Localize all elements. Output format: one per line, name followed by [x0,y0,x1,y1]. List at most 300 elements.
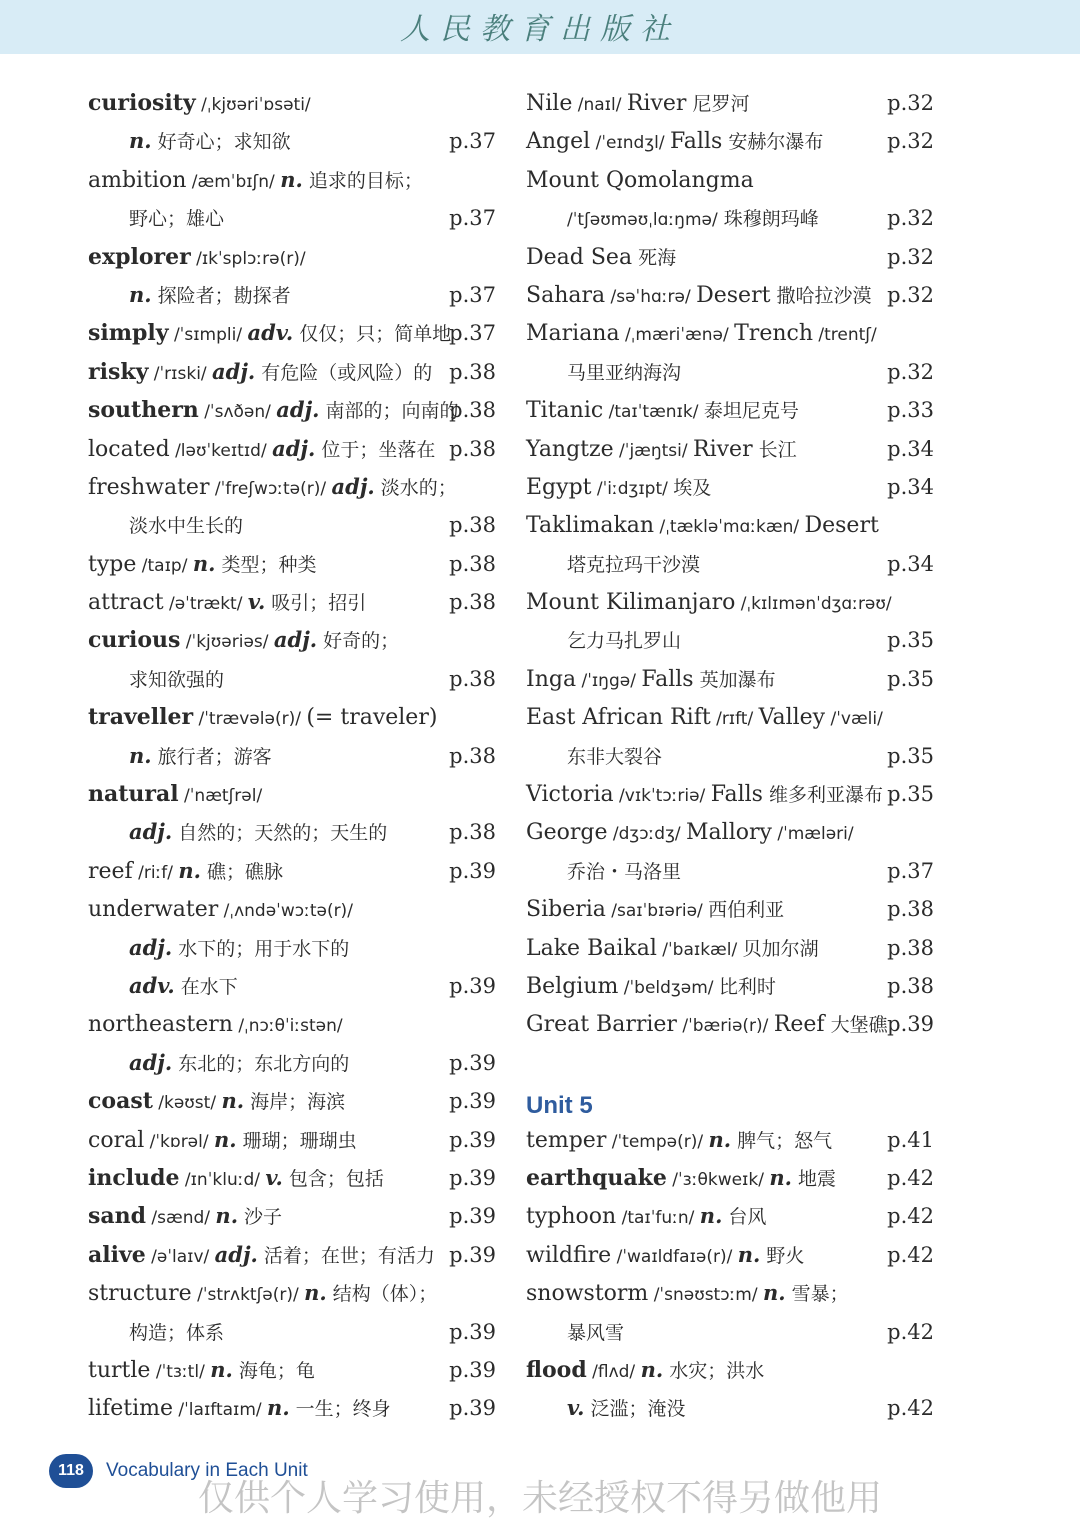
vocab-column-right [526,84,934,1428]
chinese-meaning: 泰坦尼克号 [703,400,799,423]
vocab-entry [526,775,934,813]
entry-text [567,1389,685,1428]
unit-title: Unit 5 [526,1092,593,1120]
phonetic: /riːf/ [132,862,179,883]
part-of-speech: n. [640,1356,664,1382]
entry-text [526,775,883,815]
phonetic: /ˌʌndəˈwɔːtə(r)/ [218,901,353,922]
chinese-meaning: 海龟；龟 [232,1359,315,1382]
chinese-meaning: 有危险（或风险）的 [255,361,433,384]
entry-word: curiosity [88,90,196,116]
chinese-meaning: 脾气；怒气 [731,1129,833,1152]
entry-word: reef [88,858,133,884]
vocab-entry [526,161,934,199]
entry-word: lifetime [88,1396,173,1422]
entry-text [88,161,423,201]
chinese-meaning: 礁；礁脉 [200,860,284,883]
publisher-logo: 人民教育出版社 [400,12,680,47]
part-of-speech: n. [280,166,303,192]
entry-text [129,276,291,315]
unit-heading [526,1082,934,1120]
phonetic: /ˌkjʊəriˈɒsəti/ [195,95,311,115]
entry-word: located [88,436,170,462]
entry-text [88,1082,345,1122]
vocab-entry [88,468,496,506]
entry-text [526,1121,832,1161]
page-reference: p.42 [887,1396,934,1421]
page-reference: p.39 [449,1396,496,1421]
entry-text [88,1389,391,1429]
phonetic: /ˌmæriˈænə/ [619,325,735,346]
phonetic: /ˈiːdʒɪpt/ [591,478,674,499]
phonetic: /ˈrɪski/ [148,363,213,384]
chinese-meaning: 类型；种类 [215,553,317,576]
entry-word: Egypt [526,474,592,500]
entry-text [526,1236,804,1276]
phonetic: /æmˈbɪʃn/ [186,171,281,192]
phonetic: /naɪl/ [572,95,627,115]
entry-text [567,621,681,660]
part-of-speech: n. [699,1203,723,1229]
vocab-entry [88,852,496,890]
page-reference: p.32 [887,359,934,384]
chinese-meaning: 活着；在世；有活力 [257,1244,435,1267]
phonetic: /taɪp/ [136,555,193,576]
vocab-entry-continuation [526,1389,934,1427]
entry-word: Mariana [526,321,620,347]
page-reference: p.38 [887,897,934,922]
phonetic: /ˈsʌðən/ [198,402,277,423]
entry-word: Yangtze [526,436,614,462]
vocab-entry [526,84,934,122]
entry-text [567,1313,624,1352]
chinese-meaning: 好奇心；求知欲 [151,131,291,154]
entry-text [88,84,311,124]
page-reference: p.33 [887,398,934,423]
phonetic: /ˈtempə(r)/ [606,1131,709,1152]
chinese-meaning: 沙子 [238,1206,283,1229]
entry-word: typhoon [526,1204,617,1230]
part-of-speech: n. [192,550,216,576]
page-reference: p.42 [887,1242,934,1267]
page-reference: p.35 [887,628,934,653]
vocab-entry [88,1351,496,1389]
entry-word: Mount Kilimanjaro [526,590,736,616]
entry-word: (= traveler) [306,705,438,731]
page-reference: p.42 [887,1204,934,1229]
entry-text [526,813,854,853]
entry-word: Belgium [526,973,619,999]
page-reference: p.39 [449,1204,496,1229]
entry-text [129,737,272,776]
entry-text [526,468,711,508]
chinese-meaning: 撒哈拉沙漠 [770,284,872,307]
phonetic: /ˈstrʌktʃə(r)/ [191,1285,305,1306]
vocab-entry [88,430,496,468]
entry-text [88,775,262,815]
vocab-entry [88,161,496,199]
chinese-meaning: 暴风雪 [567,1321,625,1344]
vocab-entry [526,1159,934,1197]
vocab-entry [88,238,496,276]
vocab-entry [88,1005,496,1043]
entry-text [129,1313,224,1352]
part-of-speech: adj. [212,358,256,384]
page-reference: p.32 [887,244,934,269]
page-reference: p.38 [449,513,496,538]
vocab-entry-continuation [88,967,496,1005]
vocab-entry-continuation [88,813,496,851]
entry-word: freshwater [88,474,210,500]
part-of-speech: n. [178,857,201,883]
page-reference: p.35 [887,666,934,691]
part-of-speech: n. [304,1280,327,1306]
entry-word: curious [88,627,181,654]
part-of-speech: n. [129,281,152,307]
vocab-entry-continuation [88,1313,496,1351]
entry-word: Sahara [526,282,606,308]
entry-text [526,276,871,316]
chinese-meaning: 位于；坐落在 [315,438,436,461]
entry-word: Inga [526,666,577,692]
vocab-entry [526,660,934,698]
vocab-entry-continuation [88,506,496,544]
entry-word: River [626,91,687,116]
page-reference: p.38 [449,551,496,576]
page-reference: p.37 [449,282,496,307]
part-of-speech: adj. [276,397,320,423]
phonetic: /ˈeɪndʒl/ [590,133,671,154]
entry-text [526,161,754,200]
page-reference: p.38 [449,436,496,461]
vocab-entry [526,506,934,544]
chinese-meaning: 在水下 [174,975,238,998]
vocab-entry-continuation [88,122,496,160]
chinese-meaning: 东非大裂谷 [567,745,663,768]
page-reference: p.32 [887,129,934,154]
vocab-entry [526,1005,934,1043]
entry-text [88,621,399,661]
chinese-meaning: 贝加尔湖 [742,937,819,960]
spacer [526,1044,934,1082]
page-reference: p.32 [887,91,934,115]
entry-word: earthquake [526,1164,667,1191]
phonetic: /əˈtrækt/ [163,594,248,615]
chinese-meaning: 埃及 [673,476,712,499]
vocab-entry [88,1082,496,1120]
chinese-meaning: 死海 [632,246,677,269]
vocab-entry-continuation [88,660,496,698]
entry-text [88,698,437,738]
entry-text [88,430,435,470]
phonetic: /rɪft/ [710,709,759,730]
chinese-meaning: 旅行者；游客 [151,745,272,768]
part-of-speech: adj. [331,473,375,499]
vocab-entry [526,391,934,429]
chinese-meaning: 野火 [760,1244,805,1267]
page-reference: p.37 [449,321,496,346]
entry-word: include [88,1164,180,1191]
entry-text [129,1044,349,1083]
entry-text [526,890,784,930]
entry-word: Reef [773,1012,825,1038]
phonetic: /ˈwaɪldfaɪə(r)/ [611,1246,738,1267]
entry-text [129,506,243,545]
vocab-entry [88,1159,496,1197]
page-reference: p.37 [449,129,496,154]
page-reference: p.35 [887,743,934,768]
chinese-meaning: 构造；体系 [129,1321,225,1344]
entry-word: snowstorm [526,1281,649,1307]
part-of-speech: n. [210,1356,233,1382]
vocab-entry [88,391,496,429]
chinese-meaning: 水灾；洪水 [663,1359,765,1382]
entry-text [526,506,879,546]
chinese-meaning: 南部的；向南的 [319,400,459,423]
entry-text [129,929,349,968]
vocab-entry [526,276,934,314]
vocab-entry [88,314,496,352]
vocab-entry [526,813,934,851]
phonetic: /ˈjæŋtsi/ [613,440,694,461]
chinese-meaning: 英加瀑布 [693,668,776,691]
vocab-entry [88,698,496,736]
page-reference: p.38 [449,820,496,845]
chinese-meaning: 安赫尔瀑布 [722,131,824,154]
vocab-entry [526,583,934,621]
vocab-entry [88,1274,496,1312]
entry-word: Mount Qomolangma [526,167,754,193]
watermark: 仅供个人学习使用，未经授权不得另做他用 [197,1478,882,1519]
entry-text [88,353,432,393]
part-of-speech: adj. [129,1049,173,1075]
chinese-meaning: 海岸；海滨 [244,1091,346,1114]
page-number-badge: 118 [49,1454,93,1488]
vocab-entry-continuation [88,276,496,314]
entry-text [129,813,387,852]
vocab-entry [526,890,934,928]
entry-word: Desert [696,282,771,308]
entry-word: Taklimakan [526,513,655,539]
chinese-meaning: 珠穆朗玛峰 [717,208,819,231]
entry-text [88,545,316,585]
chinese-meaning: 一生；终身 [289,1398,391,1421]
entry-text [526,1197,766,1237]
entry-text [88,1236,435,1276]
page-reference: p.39 [449,858,496,883]
entry-word: wildfire [526,1242,612,1268]
entry-word: type [88,551,137,577]
page-reference: p.39 [449,1319,496,1344]
chinese-meaning: 比利时 [718,975,776,998]
part-of-speech: adv. [129,972,175,998]
chinese-meaning: 马里亚纳海沟 [567,361,682,384]
part-of-speech: v. [567,1395,585,1421]
chinese-meaning: 长江 [752,438,797,461]
part-of-speech: n. [762,1280,786,1306]
phonetic: /ˈmæləri/ [771,824,854,845]
chinese-meaning: 结构（体）； [326,1283,438,1306]
entry-text [88,1197,282,1237]
entry-text [88,391,459,431]
page-reference: p.34 [887,436,934,461]
phonetic: /flʌd/ [586,1361,641,1382]
vocab-entry [526,967,934,1005]
page-reference: p.32 [887,206,934,231]
phonetic: /taɪˈtænɪk/ [603,402,704,423]
vocab-entry [526,430,934,468]
entry-word: traveller [88,704,194,731]
phonetic: /trentʃ/ [813,325,877,346]
chinese-meaning: 求知欲强的 [129,668,225,691]
part-of-speech: n. [129,128,152,154]
entry-text [88,238,306,278]
phonetic: /sænd/ [146,1208,216,1229]
page-reference: p.37 [887,858,934,883]
vocab-entry-continuation [526,353,934,391]
chinese-meaning: 乞力马扎罗山 [567,630,682,653]
page-reference: p.39 [449,973,496,998]
chinese-meaning: 水下的；用于水下的 [172,937,350,960]
vocab-entry [526,1197,934,1235]
phonetic: /ˈkɒrəl/ [144,1131,214,1152]
phonetic: /ˈlaɪftaɪm/ [173,1400,268,1421]
page-reference: p.39 [449,1357,496,1382]
entry-text [88,1121,357,1161]
entry-text [88,1274,437,1314]
entry-text [526,967,776,1007]
page-reference: p.38 [449,359,496,384]
entry-word: Trench [734,321,813,347]
chinese-meaning: 东北的；东北方向的 [172,1052,350,1075]
vocab-entry [526,314,934,352]
entry-text [567,353,681,392]
phonetic: /ˈbaɪkæl/ [656,939,743,960]
vocab-entry [526,929,934,967]
part-of-speech: adj. [129,819,173,845]
chinese-meaning: 自然的；天然的；天生的 [172,822,388,845]
phonetic: /ɪkˈsplɔːrə(r)/ [190,248,306,269]
chinese-meaning: 探险者；勘探者 [151,284,291,307]
page-reference: p.39 [449,1089,496,1114]
entry-word: sand [88,1203,147,1230]
chinese-meaning: 包含；包括 [282,1167,384,1190]
entry-word: Falls [710,782,763,808]
vocab-entry [88,353,496,391]
phonetic: /saɪˈbɪəriə/ [605,901,709,922]
chinese-meaning: 西伯利亚 [708,899,785,922]
vocab-entry-continuation [88,737,496,775]
vocab-entry-continuation [526,621,934,659]
entry-text [526,660,776,700]
section-title: Vocabulary in Each Unit [106,1460,308,1481]
entry-text [567,852,681,891]
phonetic: /ˈfreʃwɔːtə(r)/ [209,478,332,499]
vocab-entry [526,122,934,160]
vocab-entry-continuation [88,199,496,237]
vocab-entry-continuation [88,929,496,967]
vocab-entry-continuation [526,545,934,583]
page-reference: p.42 [887,1319,934,1344]
entry-text [88,1159,384,1199]
vocab-entry [88,1236,496,1274]
phonetic: /ˈkjʊəriəs/ [180,632,274,653]
entry-word: explorer [88,243,191,270]
part-of-speech: adj. [214,1241,258,1267]
phonetic: /ləʊˈkeɪtɪd/ [169,440,273,461]
entry-word: East African Rift [526,705,711,731]
phonetic: /ˌnɔːθˈiːstən/ [232,1016,343,1037]
vocab-entry [526,1274,934,1312]
vocab-entry [88,1389,496,1427]
chinese-meaning: 好奇的； [317,630,400,653]
entry-word: attract [88,590,164,616]
page-reference: p.38 [887,973,934,998]
page-reference: p.37 [449,206,496,231]
phonetic: /taɪˈfuːn/ [616,1208,700,1229]
page-reference: p.39 [887,1012,934,1037]
entry-word: River [693,436,753,462]
entry-word: Desert [804,513,879,539]
phonetic: /ˈɜːθkweɪk/ [666,1169,770,1190]
part-of-speech: n. [708,1126,732,1152]
phonetic: /ˌtækləˈmɑːkæn/ [654,517,805,538]
entry-word: temper [526,1127,607,1153]
entry-word: coral [88,1127,145,1153]
part-of-speech: n. [129,742,152,768]
page-reference: p.41 [887,1127,934,1152]
vocab-entry-continuation [526,1313,934,1351]
entry-word: George [526,820,608,846]
vocab-column-left [88,84,496,1428]
vocab-entry [526,468,934,506]
entry-word: Angel [526,129,591,155]
entry-word: underwater [88,897,219,923]
part-of-speech: n. [221,1088,245,1114]
phonetic: /ˈtʃəʊməʊˌlɑːŋmə/ [567,210,718,231]
chinese-meaning: 塔克拉玛干沙漠 [567,553,701,576]
phonetic: /səˈhɑːrə/ [605,286,697,307]
page-reference: p.38 [887,935,934,960]
entry-word: Falls [670,129,723,155]
entry-word: Falls [641,666,694,692]
vocab-entry [526,1236,934,1274]
page-reference: p.38 [449,743,496,768]
entry-word: ambition [88,167,187,193]
chinese-meaning: 泛滥；淹没 [584,1398,686,1421]
phonetic: /ˈsnəʊstɔːm/ [648,1285,763,1306]
phonetic: /ˈtrævələ(r)/ [193,709,307,730]
entry-text [88,314,451,354]
page-reference: p.38 [449,590,496,615]
chinese-meaning: 珊瑚；珊瑚虫 [236,1129,357,1152]
page-reference: p.35 [887,782,934,807]
part-of-speech: adv. [247,320,294,346]
entry-text [88,890,353,930]
part-of-speech: v. [247,589,266,615]
entry-word: Great Barrier [526,1012,677,1038]
entry-text [88,852,283,892]
entry-text [526,430,797,470]
phonetic: /kəʊst/ [152,1093,222,1114]
vocab-entry-continuation [88,1044,496,1082]
entry-text [567,737,662,776]
entry-text [526,1351,764,1391]
vocab-entry [88,890,496,928]
chinese-meaning: 淡水中生长的 [129,515,244,538]
header-band [0,0,1080,54]
chinese-meaning: 追求的目标； [302,169,423,192]
